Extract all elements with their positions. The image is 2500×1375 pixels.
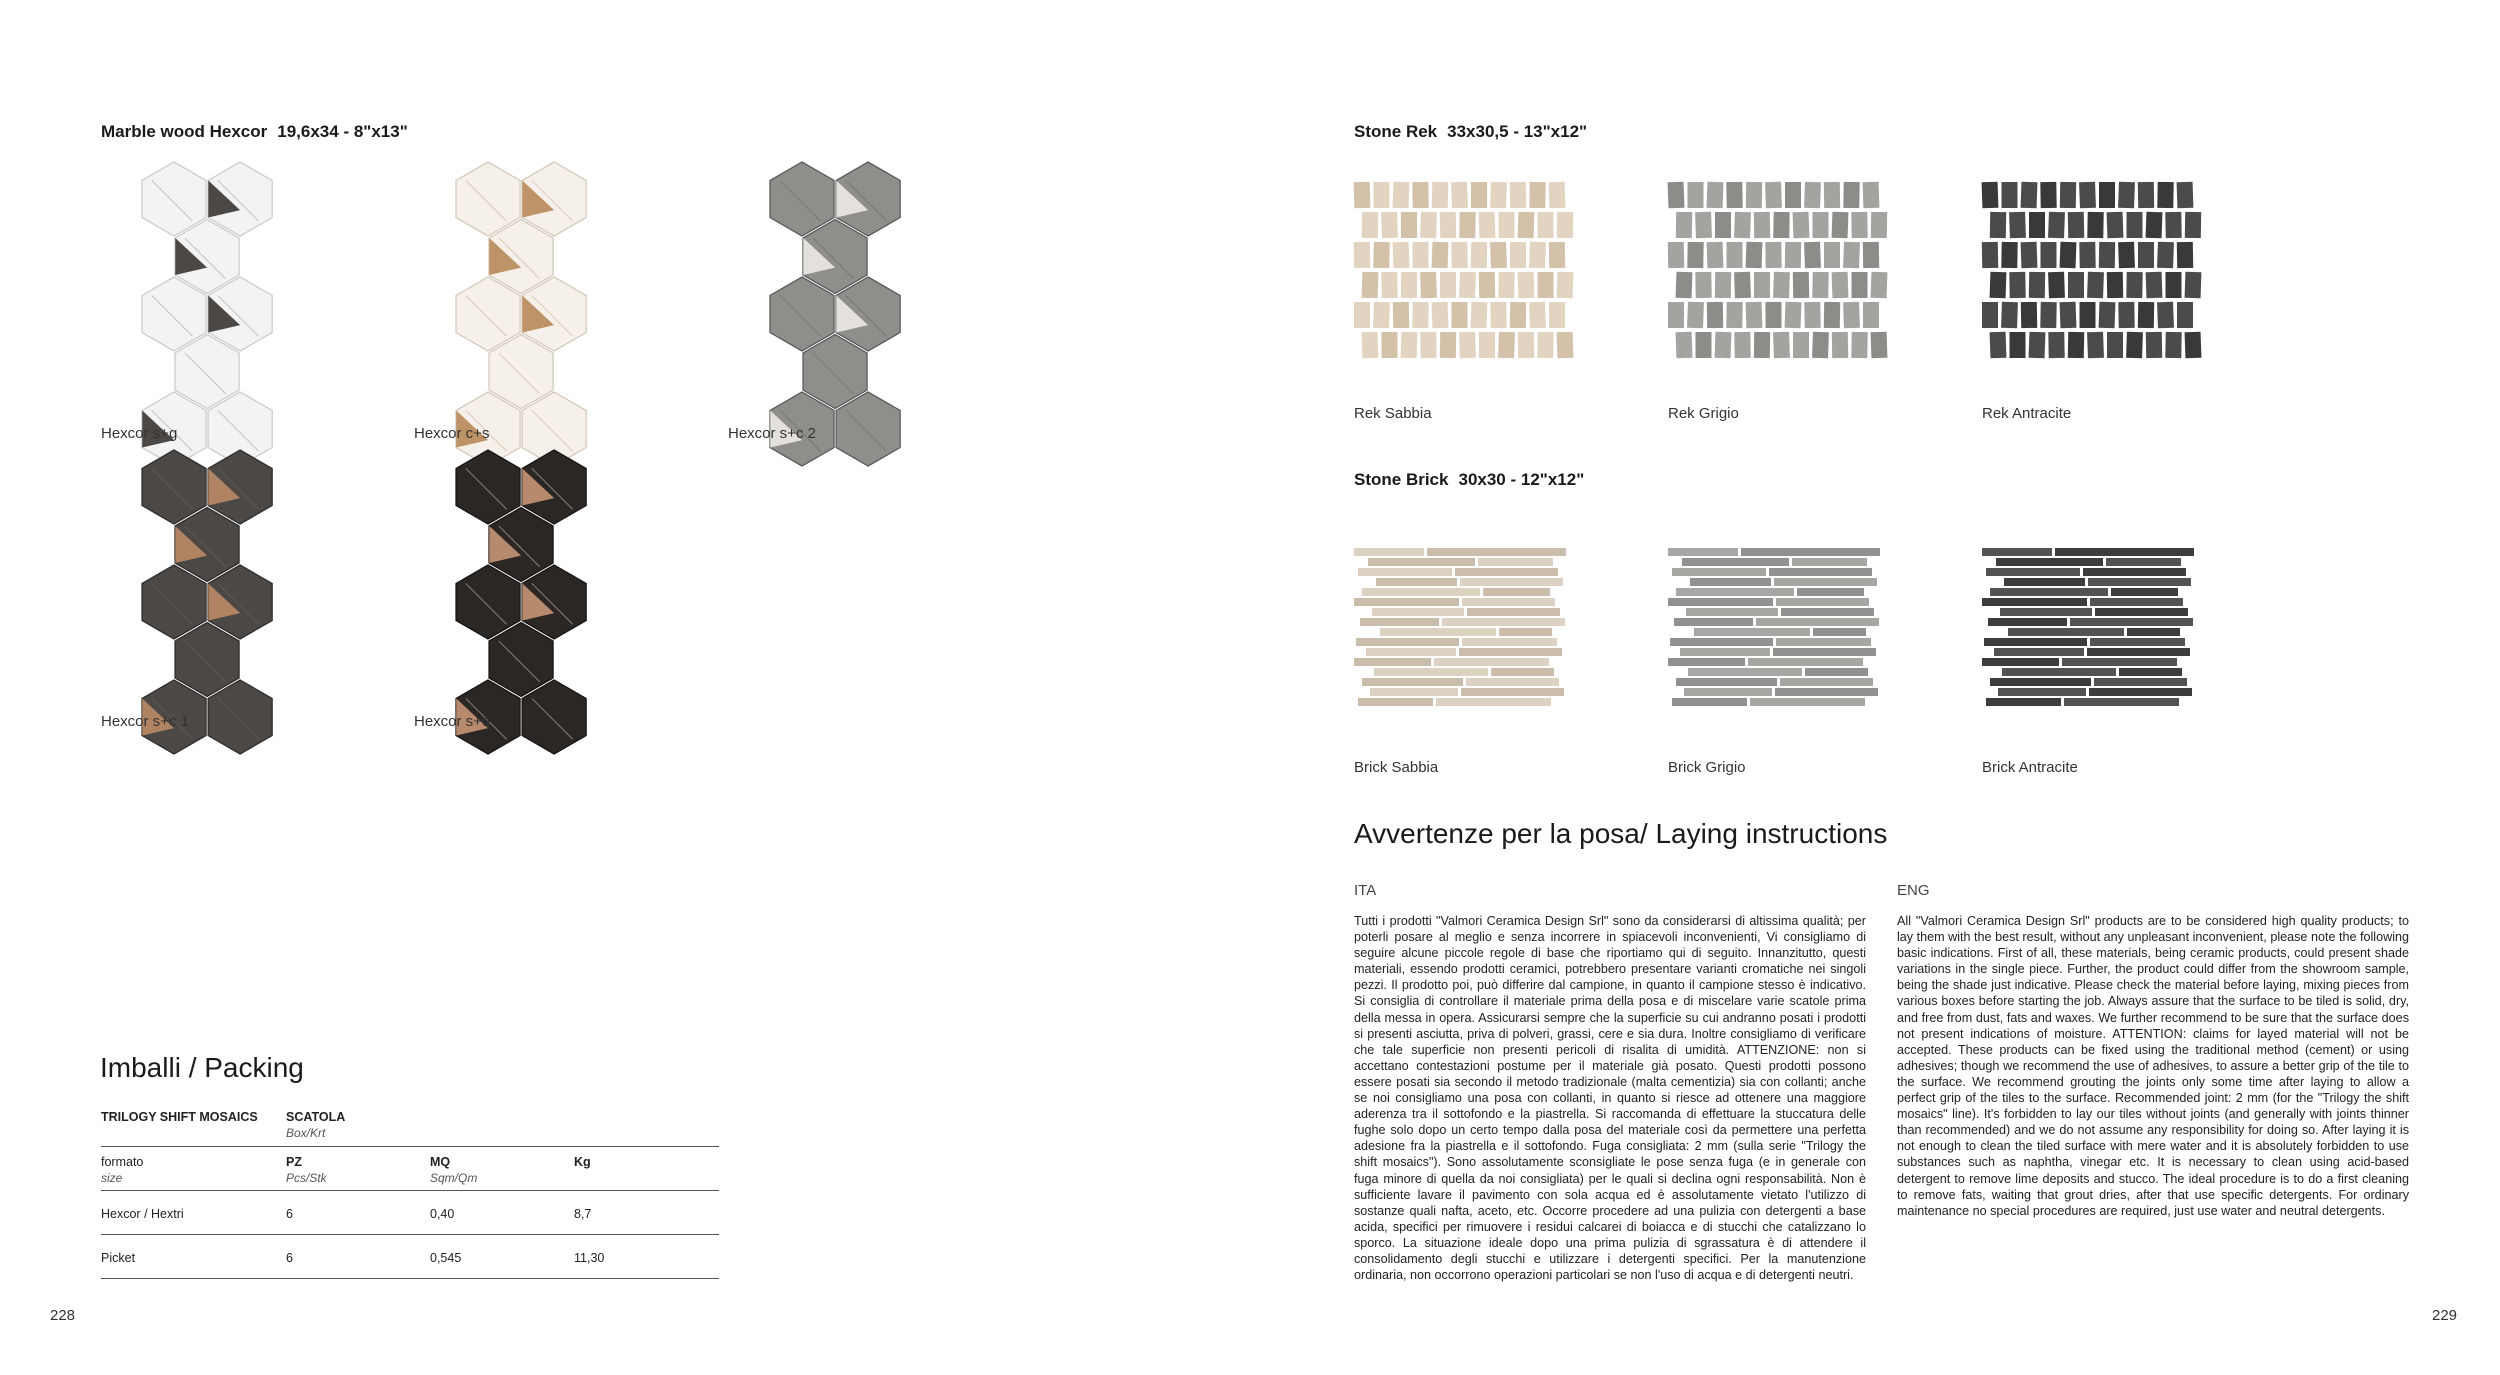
hex-piece [175,220,239,294]
hexcor-caption: Hexcor s+q [414,713,491,730]
hexcor-caption: Hexcor s+g [101,425,178,442]
brick-size-text: 30x30 - 12"x12" [1458,470,1585,489]
packing-pz: PZ [286,1155,302,1169]
hex-piece [208,162,272,236]
rek-caption: Rek Grigio [1668,405,1739,422]
packing-col2-sub: Box/Krt [286,1126,326,1140]
brick-tile-sabbia [1354,548,1574,708]
hex-piece [836,277,900,351]
brick-tile-grigio [1668,548,1888,708]
hex-piece [142,162,206,236]
table-divider [101,1278,719,1279]
packing-title: Imballi / Packing [100,1052,304,1083]
packing-pz-sub: Pcs/Stk [286,1171,327,1185]
hex-piece [456,277,520,351]
rek-title-text: Stone Rek [1354,122,1438,141]
table-cell: Hexcor / Hextri [101,1207,184,1221]
ita-label: ITA [1354,882,1377,899]
ita-instructions: Tutti i prodotti "Valmori Ceramica Design Srl" sono da considerarsi di altissima qualità; per poterli posare al meglio e senza incorrere in spiacevoli inconvenienti, Vi consigliamo di seguire alcune piccole regole di base che riportiamo qui di seguito. Innanzitutto, questi materiali, essendo prodotti ceramici, potrebbero presentare varianti cromatiche nei singoli pezzi. Il prodotto poi, può differire dal campione, in quanto il campione stesso è indicativo. Si consiglia di controllare il materiale prima della posa e di miscelare varie scatole prima della messa in opera. Assicurarsi sempre che la superficie su cui andranno posati i prodotti si presenti asciutta, priva di polveri, grassi, cere e sia dura. Inoltre consigliamo di verificare che tale superficie non presenti pericoli di risalita di umidità. ATTENZIONE: non si accettano contestazioni postume per il materiale già posato. Questi prodotti possono essere posati sia secondo il metodo tradizionale (malta cementizia) sia con collanti; anche se noi consigliamo una posa con collanti, in quanto si riesce ad ottenere una maggiore aderenza tra il sottofondo e la piastrella. Si raccomanda di effettuare la stuccatura delle fughe solo dopo un certo tempo dalla posa del materiale così da permettere una perfetta adesione fra la piastrella e il sottofondo. Fuga consigliata: 2 mm (sulla serie "Trilogy the shift mosaics"). Sono assolutamente sconsigliate le pose senza fuga (e in generale con fuga minore di quella da noi consigliata) per le quali si declina ogni responsabilità. Non è sufficiente lavare il pavimento con sola acqua ed è assolutamente vietato l'utilizzo di sostanze quali nafta, aceto, etc. Occorre procedere ad una pulizia con detergenti a base acida, specifici per rimuovere i residui calcarei di boiacca e di stucchi che catalizzano lo sporco. La situazione ideale dopo una prima pulizia di sgrassatura è di attendere il consolidamento degli stucchi e utilizzare i detergenti specifici. Per la manutenzione ordinaria, non occorrono operazioni particolari se non l'uso di acqua e di detergenti neutri. [1354,914,1866,1283]
hex-piece [175,335,239,409]
hex-piece [522,450,586,524]
hex-piece [489,623,553,697]
hexcor-caption: Hexcor s+c 1 [101,713,189,730]
brick-caption: Brick Grigio [1668,759,1746,776]
hex-piece [142,565,206,639]
table-cell: 11,30 [574,1251,605,1265]
rek-tile-grigio [1668,180,1888,380]
hex-piece [836,392,900,466]
hex-piece [770,277,834,351]
hex-piece [522,277,586,351]
hex-piece [142,277,206,351]
hexcor-caption: Hexcor c+s [414,425,490,442]
table-cell: 0,40 [430,1207,455,1221]
table-cell: Picket [101,1251,136,1265]
laying-title: Avvertenze per la posa/ Laying instructions [1354,818,1888,849]
brick-caption: Brick Sabbia [1354,759,1439,776]
hex-piece [456,565,520,639]
packing-mq-sub: Sqm/Qm [430,1171,478,1185]
hex-piece [208,450,272,524]
rek-tile-sabbia [1354,180,1574,380]
rek-size-text: 33x30,5 - 13"x12" [1447,122,1588,141]
hex-piece [489,335,553,409]
hex-piece [142,450,206,524]
hexcor-caption: Hexcor s+c 2 [728,425,816,442]
brick-tile-antracite [1982,548,2202,708]
hexcor-tile-s-c-1 [140,448,315,708]
hex-piece [489,220,553,294]
brick-caption: Brick Antracite [1982,759,2078,776]
table-divider [101,1146,719,1147]
packing-formato: formato [101,1155,144,1169]
table-cell: 6 [286,1251,293,1265]
hexcor-title-text: Marble wood Hexcor [101,122,268,141]
stone-rek-title [1354,122,1587,142]
hex-piece [175,508,239,582]
eng-instructions: All "Valmori Ceramica Design Srl" products are to be considered high quality products; to lay them with the best result, without any unpleasant inconvenient, please note the following basic indications. First of all, these materials, being ceramic products, could present shade variations in the single piece. Further, the product could differ from the showroom sample, being the shade just indicative. Please check the material before laying, mixing pieces from various boxes before starting the job. Always assure that the surface to be tiled is solid, dry, and free from dust, fats and waxes. We further recommend to be sure that the surface does not present indications of moisture. ATTENTION: claims for layed material will not be accepted. These products can be fixed using the traditional method (cement) or using adhesives; though we recommend the use of adhesives, to assure a better grip of the tile to the surface. We recommend grouting the joints only some time after laying to allow a perfect grip of the tiles to the surface. Recommended joint: 2 mm (for the "Trilogy the shift mosaics" line). It's forbidden to lay our tiles without joints (and generally with joints thinner than recommended) and we do not assume any responsibility for doing so. After laying it is not enough to clean the tiled surface with mere water and it is absolutely forbidden to use substances such as naphtha, vinegar etc. It is necessary to clean using acid-based detergent to remove lime deposits and stucco. The ideal procedure is to do a first cleaning to remove fats, waiting that grout dries, after that use specific detergents. For ordinary maintenance no special procedures are required, just use water and neutral detergents. [1897,914,2409,1218]
hex-piece [803,335,867,409]
hex-piece [175,623,239,697]
hexcor-size-text: 19,6x34 - 8"x13" [277,122,408,141]
hex-piece [770,162,834,236]
hex-piece [456,162,520,236]
hex-piece [522,565,586,639]
brick-title-text: Stone Brick [1354,470,1449,489]
hexcor-tile-s-c-2 [768,160,943,420]
rek-caption: Rek Antracite [1982,405,2072,422]
stone-brick-title [1354,470,1584,490]
packing-size: size [101,1171,123,1185]
hex-piece [489,508,553,582]
eng-label: ENG [1897,882,1930,899]
table-cell: 8,7 [574,1207,592,1221]
hexcor-tile-s-q [454,448,629,708]
packing-col2-head: SCATOLA [286,1110,346,1124]
hexcor-section-title [101,122,408,142]
page-number-right: 229 [2432,1307,2458,1324]
hexcor-tile-c-s [454,160,629,420]
page-number-left: 228 [50,1307,76,1324]
rek-caption: Rek Sabbia [1354,405,1432,422]
packing-col1-head: TRILOGY SHIFT MOSAICS [101,1110,258,1124]
hex-piece [522,162,586,236]
packing-mq: MQ [430,1155,451,1169]
hex-piece [456,450,520,524]
hex-piece [836,162,900,236]
hex-piece [208,565,272,639]
hex-piece [522,680,586,754]
table-divider [101,1190,719,1191]
table-divider [101,1234,719,1235]
hex-piece [208,277,272,351]
table-cell: 0,545 [430,1251,462,1265]
table-cell: 6 [286,1207,293,1221]
hex-piece [208,680,272,754]
hex-piece [803,220,867,294]
rek-tile-antracite [1982,180,2202,380]
packing-kg: Kg [574,1155,591,1169]
hexcor-tile-s-g [140,160,315,420]
